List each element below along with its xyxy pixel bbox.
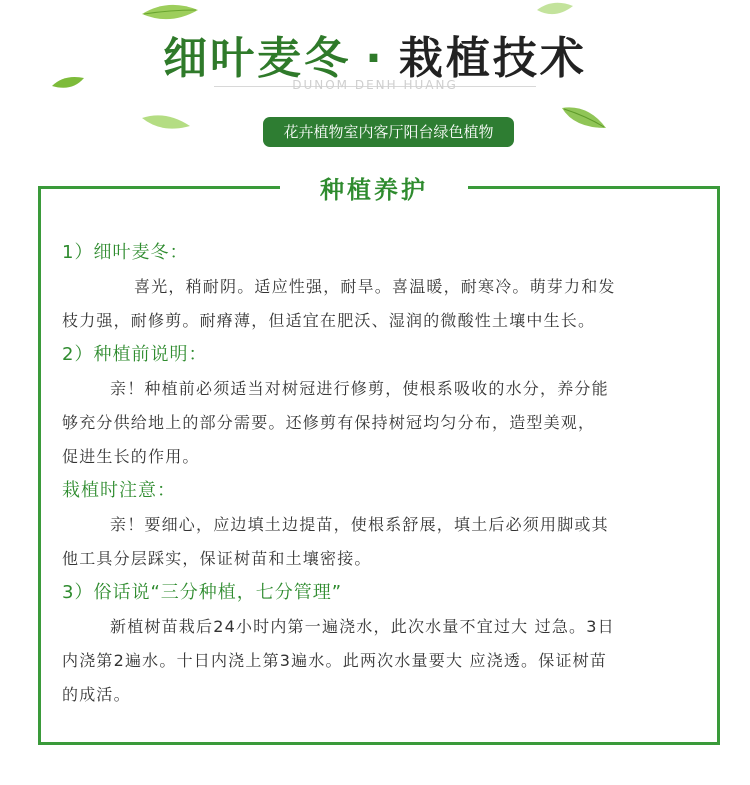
- leaf-icon: [140, 112, 192, 134]
- leaf-icon: [560, 104, 608, 132]
- title-separator: ·: [365, 33, 385, 84]
- paragraph-line: 喜光，稍耐阴。适应性强，耐旱。喜温暖，耐寒冷。萌芽力和发: [134, 277, 616, 296]
- section-heading: 2）种植前说明：: [62, 344, 208, 365]
- paragraph-line: 促进生长的作用。: [62, 447, 200, 466]
- frame-top-border-right: [468, 186, 720, 189]
- paragraph-line: 内浇第2遍水。十日内浇上第3遍水。此两次水量要大 应浇透。保证树苗: [62, 651, 608, 670]
- section-title: 种植养护: [320, 176, 428, 204]
- title-pinyin: DUNOM DENH HUANG: [292, 78, 458, 92]
- section-heading: 3）俗话说“三分种植，七分管理”: [62, 582, 343, 603]
- paragraph-line: 他工具分层踩实，保证树苗和土壤密接。: [62, 549, 372, 568]
- leaf-icon: [535, 0, 575, 18]
- section-paragraph: [62, 372, 712, 474]
- paragraph-line: 新植树苗栽后24小时内第一遍浇水，此次水量不宜过大 过急。3日: [110, 617, 615, 636]
- category-tag: 花卉植物室内客厅阳台绿色植物: [263, 117, 514, 147]
- paragraph-line: 亲！要细心，应边填土边提苗，使根系舒展，填土后必须用脚或其: [110, 515, 609, 534]
- paragraph-line: 的成活。: [62, 685, 131, 704]
- title-subject: 栽植技术: [398, 33, 587, 84]
- paragraph-line: 亲！种植前必须适当对树冠进行修剪，使根系吸收的水分，养分能: [110, 379, 609, 398]
- section-paragraph: [62, 610, 712, 712]
- paragraph-line: 枝力强，耐修剪。耐瘠薄，但适宜在肥沃、湿润的微酸性土壤中生长。: [62, 311, 596, 330]
- section-paragraph: [62, 270, 712, 338]
- paragraph-line: 够充分供给地上的部分需要。还修剪有保持树冠均匀分布，造型美观，: [62, 413, 596, 432]
- section-heading: 栽植时注意：: [62, 480, 176, 501]
- section-heading: 1）细叶麦冬：: [62, 242, 189, 263]
- frame-top-border-left: [38, 186, 280, 189]
- care-content: [62, 236, 712, 712]
- leaf-icon: [140, 2, 200, 24]
- page-title: [0, 22, 750, 82]
- section-paragraph: [62, 508, 712, 576]
- title-plant-name: 细叶麦冬: [163, 33, 352, 84]
